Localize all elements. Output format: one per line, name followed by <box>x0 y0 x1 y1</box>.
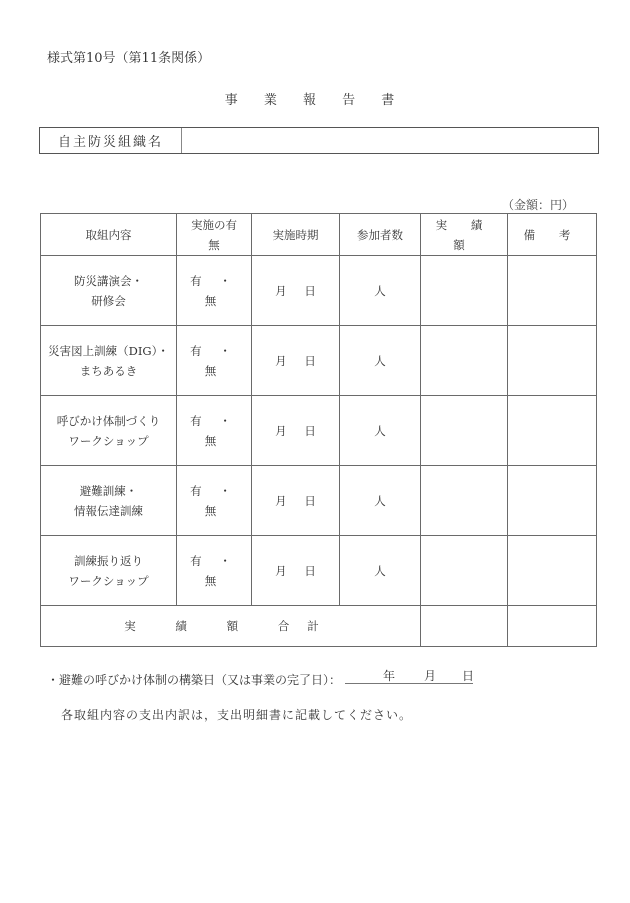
activity-line2: 研修会 <box>91 293 126 308</box>
header-implemented-line2: 無 <box>208 237 220 252</box>
header-participants: 参加者数 <box>340 214 421 256</box>
activity-cell <box>41 256 177 326</box>
header-amount: 実 績 額 <box>421 214 508 256</box>
table-row <box>41 396 597 466</box>
completion-date-label: ・避難の呼びかけ体制の構築日（又は事業の完了日）： <box>47 673 342 687</box>
amount-field[interactable] <box>421 536 508 606</box>
activity-cell <box>41 326 177 396</box>
day-label: 日 <box>462 669 475 683</box>
activity-line2: 情報伝達訓練 <box>74 503 143 518</box>
activity-line1: 防災講演会・ <box>74 273 143 288</box>
header-remarks: 備 考 <box>508 214 597 256</box>
participants-field[interactable]: 人 <box>340 396 421 466</box>
document-title: 事 業 報 告 書 <box>224 93 406 108</box>
table-row <box>41 536 597 606</box>
table-row <box>41 326 597 396</box>
total-amount-field[interactable] <box>421 606 508 647</box>
remarks-field[interactable] <box>508 396 597 466</box>
activity-line2: ワークショップ <box>68 573 149 588</box>
remarks-field[interactable] <box>508 466 597 536</box>
period-field[interactable]: 月 日 <box>252 256 340 326</box>
amount-field[interactable] <box>421 396 508 466</box>
participants-field[interactable]: 人 <box>340 326 421 396</box>
activity-line1: 災害図上訓練（DIG）・ <box>48 343 169 358</box>
implemented-choice[interactable]: 有 ・ 無 <box>177 326 252 396</box>
activity-report-table <box>40 213 597 647</box>
remarks-field[interactable] <box>508 326 597 396</box>
activity-line1: 訓練振り返り <box>74 553 143 568</box>
activity-line1: 避難訓練・ <box>79 483 138 498</box>
form-number: 様式第10号（第11条関係） <box>47 51 211 66</box>
period-field[interactable]: 月 日 <box>252 326 340 396</box>
total-label: 実 績 額 合計 <box>41 606 421 647</box>
activity-line1: 呼びかけ体制づくり <box>56 413 161 428</box>
implemented-choice[interactable]: 有 ・ 無 <box>177 466 252 536</box>
organization-name-label: 自主防災組織名 <box>40 128 182 153</box>
currency-unit-note: （金額：円） <box>501 198 574 212</box>
activity-cell <box>41 466 177 536</box>
period-field[interactable]: 月 日 <box>252 466 340 536</box>
table-row <box>41 256 597 326</box>
header-activity: 取組内容 <box>41 214 177 256</box>
table-row <box>41 466 597 536</box>
table-header-row <box>41 214 597 256</box>
participants-field[interactable]: 人 <box>340 466 421 536</box>
year-label: 年 <box>383 669 396 683</box>
participants-field[interactable]: 人 <box>340 536 421 606</box>
implemented-choice[interactable]: 有 ・ 無 <box>177 536 252 606</box>
header-period: 実施時期 <box>252 214 340 256</box>
organization-name-box <box>39 127 599 154</box>
implemented-choice[interactable]: 有 ・ 無 <box>177 256 252 326</box>
organization-name-field[interactable] <box>182 128 598 153</box>
amount-field[interactable] <box>421 256 508 326</box>
month-label: 月 <box>424 669 437 683</box>
activity-line2: ワークショップ <box>68 433 149 448</box>
implemented-choice[interactable]: 有 ・ 無 <box>177 396 252 466</box>
header-implemented-line1: 実施の有 <box>191 217 237 232</box>
completion-date-line <box>47 668 473 688</box>
period-field[interactable]: 月 日 <box>252 536 340 606</box>
amount-field[interactable] <box>421 466 508 536</box>
activity-cell <box>41 536 177 606</box>
amount-field[interactable] <box>421 326 508 396</box>
total-remarks-field[interactable] <box>508 606 597 647</box>
completion-date-field[interactable] <box>345 668 473 684</box>
remarks-field[interactable] <box>508 536 597 606</box>
activity-line2: まちあるき <box>79 363 138 378</box>
remarks-field[interactable] <box>508 256 597 326</box>
period-field[interactable]: 月 日 <box>252 396 340 466</box>
header-implemented <box>177 214 252 256</box>
total-row <box>41 606 597 647</box>
participants-field[interactable]: 人 <box>340 256 421 326</box>
activity-cell <box>41 396 177 466</box>
expense-note: 各取組内容の支出内訳は，支出明細書に記載してください。 <box>61 708 413 722</box>
